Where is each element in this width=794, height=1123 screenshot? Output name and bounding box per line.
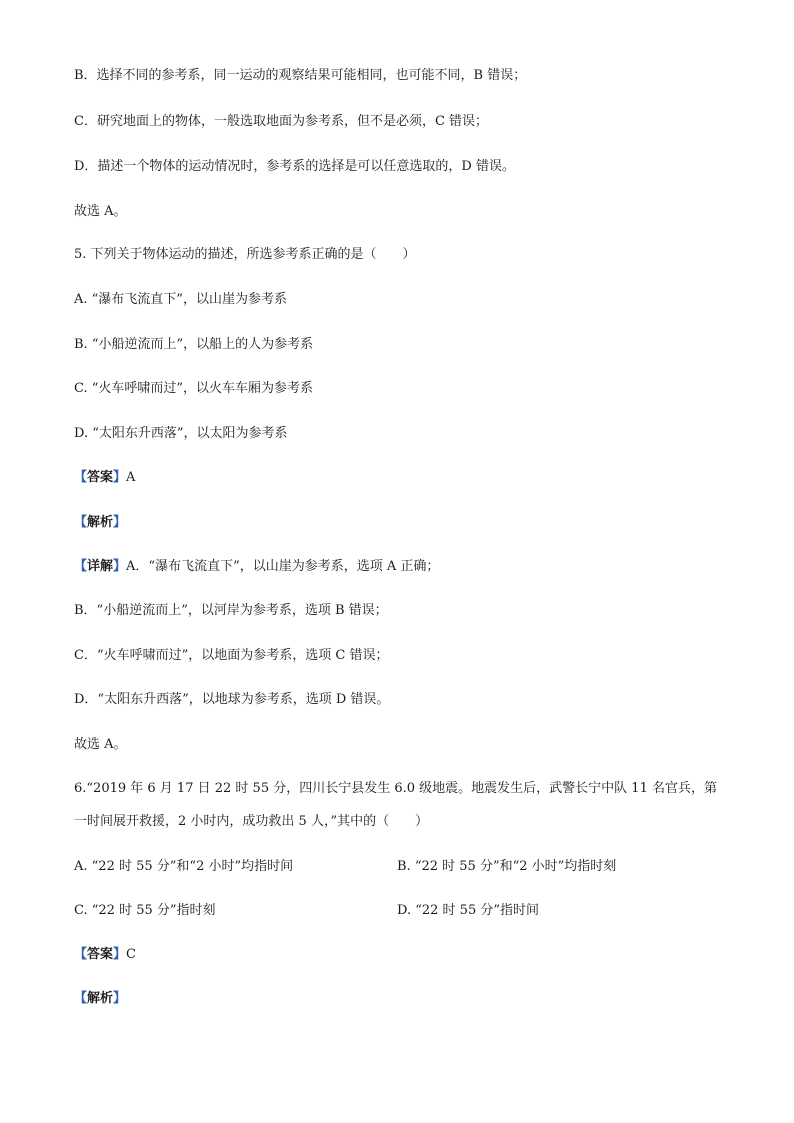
q5-stem: 5. 下列关于物体运动的描述，所选参考系正确的是（ ） <box>74 247 416 262</box>
q6-answer-value: C <box>126 947 136 962</box>
q5-answer-tag: 答案 <box>87 470 114 485</box>
q5-detail-tag-close: 】 <box>113 559 127 574</box>
q5-option-d: D. “太阳东升西落”，以太阳为参考系 <box>74 426 288 441</box>
q5-option-a: A. “瀑布飞流直下”，以山崖为参考系 <box>74 292 287 307</box>
q5-answer-tag-open: 【 <box>74 470 88 485</box>
q6-analysis-tag: 解析 <box>87 991 114 1006</box>
q5-detail-a: A．“瀑布飞流直下”，以山崖为参考系，选项 A 正确； <box>126 559 440 574</box>
prev-explanation-b: B．选择不同的参考系，同一运动的观察结果可能相同，也可能不同，B 错误； <box>74 68 527 83</box>
q5-detail-c: C．“火车呼啸而过”，以地面为参考系，选项 C 错误； <box>74 648 389 663</box>
q6-analysis-tag-open: 【 <box>74 991 88 1006</box>
q5-analysis-tag-open: 【 <box>74 515 88 530</box>
q6-option-d: D. “22 时 55 分”指时间 <box>397 903 539 918</box>
prev-explanation-d: D．描述一个物体的运动情况时，参考系的选择是可以任意选取的，D 错误。 <box>74 159 515 174</box>
q5-detail-tag: 详解 <box>87 559 114 574</box>
q5-detail-d: D．“太阳东升西落”，以地球为参考系，选项 D 错误。 <box>74 692 390 707</box>
q5-analysis-line <box>74 513 126 533</box>
q5-answer-tag-close: 】 <box>113 470 127 485</box>
q5-detail-b: B．“小船逆流而上”，以河岸为参考系，选项 B 错误； <box>74 603 388 618</box>
q5-detail-tag-open: 【 <box>74 559 88 574</box>
prev-conclusion: 故选 A。 <box>74 204 127 219</box>
q6-analysis-line <box>74 989 126 1009</box>
prev-explanation-c: C．研究地面上的物体，一般选取地面为参考系，但不是必须，C 错误； <box>74 114 489 129</box>
q6-stem-line2: 一时间展开救援，2 小时内，成功救出 5 人，”其中的（ ） <box>74 814 429 829</box>
q5-answer-value: A <box>126 470 136 485</box>
q5-option-c: C. “火车呼啸而过”，以火车车厢为参考系 <box>74 381 314 396</box>
q6-answer-tag: 答案 <box>87 947 114 962</box>
q5-detail-line-a <box>74 557 439 577</box>
q6-analysis-tag-close: 】 <box>113 991 127 1006</box>
q6-option-c: C. “22 时 55 分”指时刻 <box>74 903 216 918</box>
q6-answer-line <box>74 945 136 965</box>
q5-conclusion: 故选 A。 <box>74 737 127 752</box>
q5-option-b: B. “小船逆流而上”，以船上的人为参考系 <box>74 337 314 352</box>
q6-answer-tag-open: 【 <box>74 947 88 962</box>
q5-analysis-tag-close: 】 <box>113 515 127 530</box>
q6-stem-line1: 6.“2019 年 6 月 17 日 22 时 55 分，四川长宁县发生 6.0 级地震。地震发生后，武警长宁中队 11 名官兵，第 <box>74 781 717 796</box>
q5-answer-line <box>74 468 135 488</box>
q6-answer-tag-close: 】 <box>113 947 127 962</box>
q6-option-b: B. “22 时 55 分”和“2 小时”均指时刻 <box>397 859 617 874</box>
q6-option-a: A. “22 时 55 分”和“2 小时”均指时间 <box>74 859 294 874</box>
q5-analysis-tag: 解析 <box>87 515 114 530</box>
